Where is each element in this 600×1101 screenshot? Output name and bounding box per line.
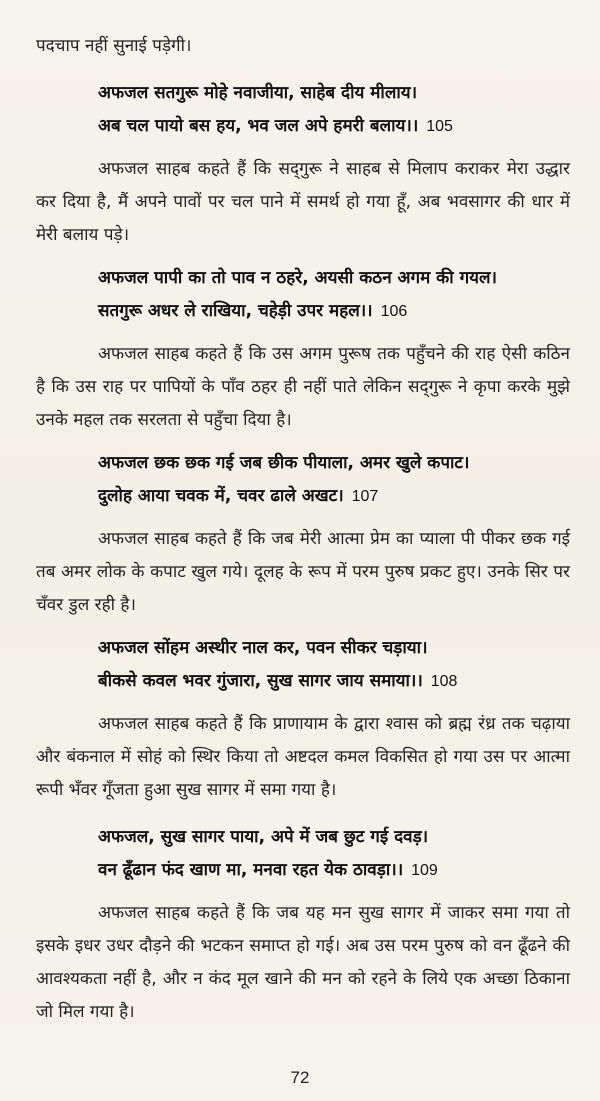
- paragraph-continuation: पदचाप नहीं सुनाई पड़ेगी।: [36, 36, 192, 56]
- verse-106-line-1: अफजल पापी का तो पाव न ठहरे, अयसी कठन अगम की गयल।: [98, 268, 497, 288]
- verse-108-line-1: अफजल सोंहम अस्थीर नाल कर, पवन सीकर चड़ाया।: [98, 638, 428, 658]
- verse-109-text: वन ढूँढान फंद खाण मा, मनवा रहत येक ठावड़ा।।: [98, 860, 404, 880]
- commentary-108: अफजल साहब कहते हैं कि प्राणायाम के द्वारा श्वास को ब्रह्म रंध्र तक चढ़ाया और बंकनाल में सोहं को स्थिर किया तो अष्टदल कमल विकसित हो गया उस पर आत्मा रूपी भँवर गूँजता हुआ सुख सागर में समा गया है।: [36, 714, 570, 800]
- verse-number-109: 109: [411, 862, 438, 879]
- verse-107-line-2: [98, 480, 570, 513]
- verse-105-text: अब चल पायो बस हय, भव जल अपे हमरी बलाय।।: [98, 116, 419, 136]
- verse-107-text: दुलोह आया चवक में, चवर ढाले अखट।: [98, 486, 344, 506]
- verse-number-106: 106: [380, 303, 408, 320]
- verse-108-text: बीकसे कवल भवर गुंजारा, सुख सागर जाय समाया।।: [98, 671, 423, 691]
- verse-number-107: 107: [351, 488, 379, 505]
- verse-105-line-1: अफजल सतगुरू मोहे नवाजीया, साहेब दीय मीलाय।: [98, 83, 418, 103]
- page-number: 72: [290, 1068, 310, 1087]
- commentary-109: अफजल साहब कहते हैं कि जब यह मन सुख सागर में जाकर समा गया तो इसके इधर उधर दौड़ने की भटकन समाप्त हो गई। अब उस परम पुरुष को वन ढूँढने की आवश्यकता नहीं है, और न कंद मूल खाने की मन को रहने के लिये एक अच्छा ठिकाना जो मिल गया है।: [36, 903, 570, 1022]
- verse-109-line-1: अफजल, सुख सागर पाया, अपे में जब छुट गई दवड़।: [98, 827, 429, 847]
- verse-105-line-2: [98, 110, 570, 143]
- verse-107-line-1: अफजल छक छक गई जब छीक पीयाला, अमर खुले कपाट।: [98, 453, 470, 473]
- commentary-107: अफजल साहब कहते हैं कि जब मेरी आत्मा प्रेम का प्याला पी पीकर छक गई तब अमर लोक के कपाट खुल गये। दूलह के रूप में परम पुरुष प्रकट हुए। उनके सिर पर चँवर डुल रही है।: [36, 529, 570, 615]
- verse-109-line-2: [98, 854, 570, 887]
- verse-number-108: 108: [430, 673, 458, 690]
- verse-106-line-2: [98, 295, 570, 328]
- verse-number-105: 105: [426, 118, 453, 135]
- commentary-106: अफजल साहब कहते हैं कि उस अगम पुरूष तक पहुँचने की राह ऐसी कठिन है कि उस राह पर पापियों के पाँव ठहर ही नहीं पाते लेकिन सद्‌गुरू ने कृपा करके मुझे उनके महल तक सरलता से पहुँचा दिया है।: [36, 344, 570, 430]
- verse-108-line-2: [98, 665, 570, 698]
- commentary-105: अफजल साहब कहते हैं कि सद्‌गुरू ने साहब से मिलाप कराकर मेरा उद्धार कर दिया है, मैं अपने पावों पर चल पाने में समर्थ हो गया हूँ, अब भवसागर की धार में मेरी बलाय पड़े।: [36, 159, 570, 245]
- verse-106-text: सतगुरू अधर ले राखिया, चहेड़ी उपर महल।।: [98, 301, 373, 321]
- page-content: [36, 30, 570, 1029]
